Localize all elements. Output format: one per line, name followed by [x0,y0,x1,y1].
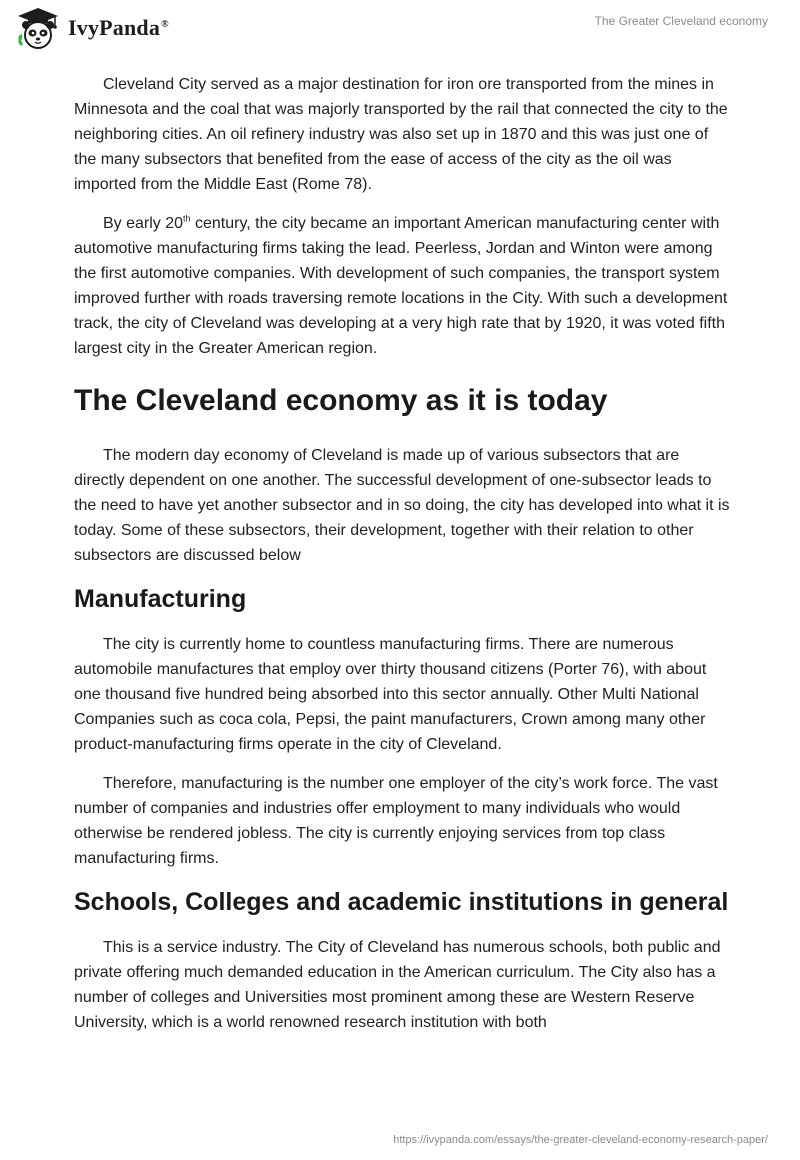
paragraph-automotive-rest: century, the city became an important American manufacturing center with automotive manufacturing firms taking the lead. Peerless, Jordan and Winton were among the first automotive companies. With development of such companies, the transport system improved further with roads traversing remote locations in the City. With such a development track, the city of Cleveland was developing at a very high rate that by 1920, it was voted fifth largest city in the Greater American region. [74,215,728,357]
document-title: The Greater Cleveland economy [594,14,768,28]
registered-mark: ® [161,18,169,30]
paragraph-schools: This is a service industry. The City of Cleveland has numerous schools, both public and private offering much demanded education in the American curriculum. The City also has a number of colleges and Universities most prominent among these are Western Reserve University, which is a world renowned research institution with both [74,939,721,1031]
section-heading-economy-today: The Cleveland economy as it is today [74,384,608,417]
paragraph-iron-ore: Cleveland City served as a major destination for iron ore transported from the mines in Minnesota and the coal that was majorly transported by the rail that connected the city to the neighboring cities. An oil refinery industry was also set up in 1870 and this was just one of the many subsectors that benefited from the ease of access of the city as the oil was imported from the Middle East (Rome 78). [74,76,728,193]
essay-body [74,72,734,1049]
ivypanda-logo[interactable] [14,6,169,50]
paragraph-automotive-start: By early 20 [103,215,184,232]
panda-graduation-cap-icon [14,6,62,50]
ordinal-superscript: th [183,213,191,224]
paragraph-manufacturing-firms: The city is currently home to countless manufacturing firms. There are numerous automobile manufactures that employ over thirty thousand citizens (Porter 76), with about one thousand five hundred being absorbed into this sector annually. Other Multi National Companies such as coca cola, Pepsi, the paint manufacturers, Crown among many other product-manufacturing firms operate in the city of Cleveland. [74,636,707,753]
paragraph-manufacturing-employer: Therefore, manufacturing is the number one employer of the city’s work force. The vast number of companies and industries offer employment to many individuals who would otherwise be rendered jobless. The city is currently enjoying services from top class manufacturing firms. [74,775,718,867]
brand-name: IvyPanda® [68,15,169,40]
page-header [0,0,800,60]
section-heading-schools: Schools, Colleges and academic institutions in general [74,888,729,916]
source-url[interactable]: https://ivypanda.com/essays/the-greater-cleveland-economy-research-paper/ [393,1134,768,1146]
paragraph-modern-economy: The modern day economy of Cleveland is made up of various subsectors that are directly dependent on one another. The successful development of one-subsector leads to the need to have yet another subsector and in so doing, the city has developed into what it is today. Some of these subsectors, their development, together with their relation to other subsectors are discussed below [74,447,730,564]
paragraph-automotive [74,211,734,361]
section-heading-manufacturing: Manufacturing [74,585,247,613]
